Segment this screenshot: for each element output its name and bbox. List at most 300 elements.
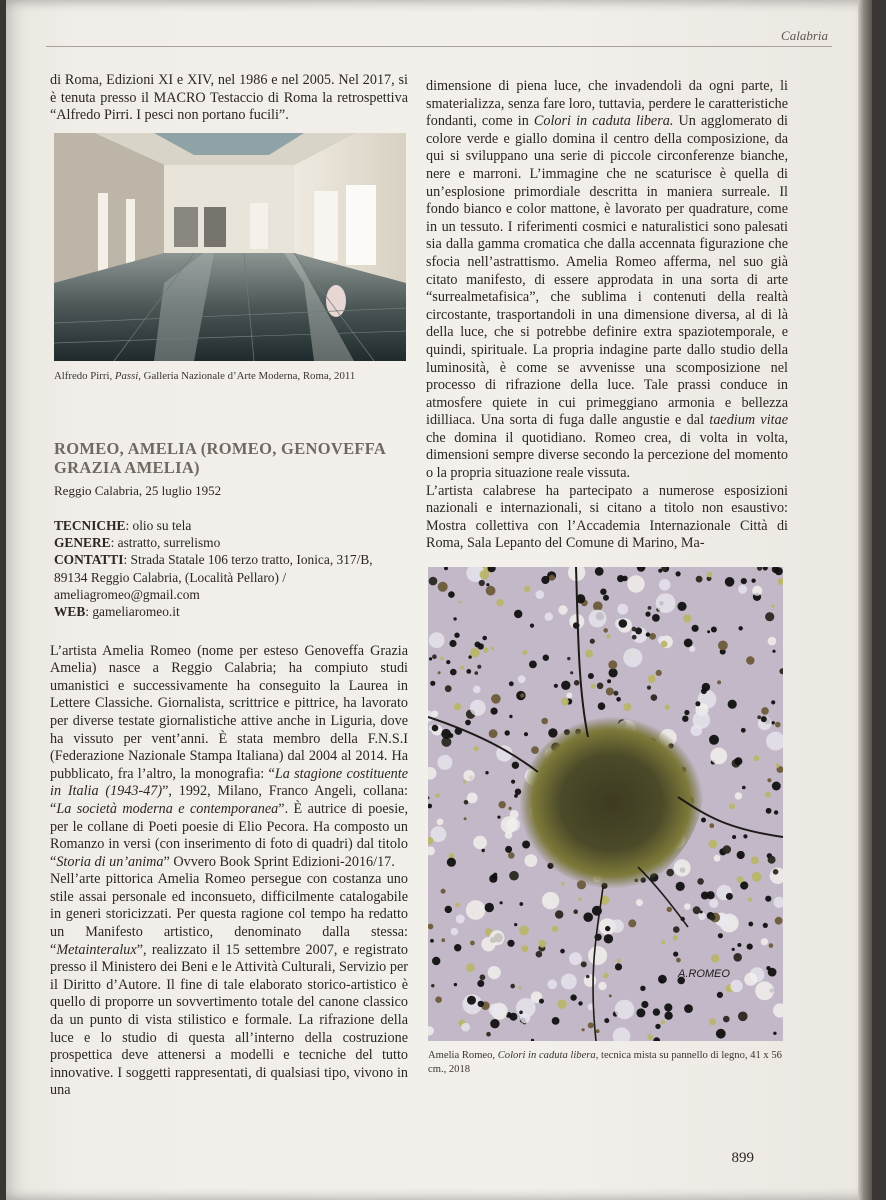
painting-dot: [449, 640, 456, 647]
painting-dot: [477, 665, 481, 669]
bio-text: ”. È autrice di poesie, per le collane di Poeti poesie di Elio Pecora. Ha composto un Romanzo in versi (con inserimento di foto di quadri) dal titolo “: [50, 800, 408, 870]
painting-dot: [470, 648, 480, 658]
book-page: [6, 0, 872, 1200]
analysis-text: che domina il quotidiano. Romeo crea, di volta in volta, dimensioni sempre diverse secondo la percezione del momento o la propria situazione reale vissuta.: [426, 429, 788, 482]
painting-dot: [733, 953, 742, 962]
painting-dot: [570, 994, 576, 1000]
painting-dot: [636, 1008, 645, 1017]
painting-dot: [578, 1001, 582, 1005]
painting-dot: [491, 694, 501, 704]
painting-dot: [432, 957, 440, 965]
painting-dot: [737, 876, 744, 883]
painting-dot: [682, 716, 688, 722]
painting-dot: [726, 893, 733, 900]
painting-dot: [768, 637, 777, 646]
painting-dot: [709, 823, 714, 828]
painting-dot: [441, 729, 451, 739]
painting-dot: [603, 973, 608, 978]
painting-dot: [605, 926, 610, 931]
bio-text: ”, 1992, Milano, Franco Angeli, collana: “: [50, 783, 408, 817]
painting-dot: [761, 707, 769, 715]
painting-dot: [645, 612, 650, 617]
painting-dot: [766, 966, 770, 970]
painting-dot: [729, 803, 735, 809]
painting-dot: [746, 656, 754, 664]
painting-dot: [435, 793, 439, 797]
painting-dot: [445, 685, 452, 692]
painting-dot: [649, 633, 656, 640]
analysis-italic: taedium vitae: [709, 412, 789, 429]
fact-tecniche-value: : olio su tela: [125, 517, 192, 533]
page-number: 899: [731, 1150, 754, 1166]
painting-dot: [730, 980, 742, 992]
entry-facts: [54, 517, 408, 621]
painting-dot: [520, 1013, 530, 1023]
painting-dot: [748, 922, 753, 927]
painting-dot: [581, 961, 587, 967]
painting-dot: [661, 1020, 665, 1024]
bio-italic: Metainteralux: [56, 941, 137, 958]
painting-dot: [773, 1032, 776, 1035]
painting-dot: [765, 896, 771, 902]
painting-dot: [732, 835, 736, 839]
painting-dot: [674, 859, 691, 876]
painting-caption-author: Amelia Romeo,: [428, 1050, 498, 1062]
analysis-italic: Colori in caduta libera.: [533, 113, 674, 130]
painting-dot: [510, 984, 515, 989]
painting-dot: [752, 586, 762, 596]
painting-dot: [606, 688, 614, 696]
painting-dot: [593, 601, 603, 611]
painting-dot: [734, 757, 742, 765]
painting-dot: [429, 632, 445, 648]
painting-dot: [723, 1016, 730, 1023]
gallery-photo-drawing: [54, 133, 406, 361]
painting-dot: [473, 836, 487, 850]
painting-dot: [557, 1000, 566, 1009]
painting-dot: [665, 705, 670, 710]
painting-dot: [464, 817, 467, 820]
painting-dot: [769, 943, 774, 948]
entry-place-date: Reggio Calabria, 25 luglio 1952: [54, 482, 222, 498]
painting-dot: [463, 780, 466, 783]
painting-dot: [708, 840, 717, 849]
painting-image: [428, 567, 783, 1041]
painting-dot: [609, 994, 612, 997]
fact-genere-label: GENERE: [54, 535, 111, 551]
painting-dot: [775, 917, 783, 925]
painting-dot: [446, 660, 450, 664]
painting-dot: [437, 755, 452, 770]
painting-dot: [583, 912, 593, 922]
painting-dot: [584, 974, 597, 987]
painting-dot: [717, 992, 723, 998]
painting-dot: [683, 614, 691, 622]
painting-dot: [609, 668, 618, 677]
painting-dot: [574, 680, 580, 686]
painting-dot: [466, 963, 475, 972]
painting-dot: [765, 612, 774, 621]
painting-dot: [752, 872, 762, 882]
painting-dot: [483, 647, 489, 653]
painting-dot: [539, 940, 547, 948]
painting-dot: [490, 1019, 499, 1028]
painting-dot: [761, 716, 767, 722]
painting-dot: [561, 882, 564, 885]
photo-caption: [54, 369, 408, 383]
painting-dot: [603, 628, 608, 633]
painting-dot: [732, 948, 735, 951]
painting-dot: [525, 854, 538, 867]
painting-dot: [632, 627, 637, 632]
painting-dot: [710, 748, 727, 765]
fact-genere: [54, 534, 408, 551]
painting-dot: [596, 1029, 600, 1033]
photo-caption-author: Alfredo Pirri,: [54, 369, 115, 382]
painting-dot: [519, 986, 522, 989]
painting-dot: [775, 722, 781, 728]
painting-dot: [468, 655, 471, 658]
intro-paragraph: di Roma, Edizioni XI e XIV, nel 1986 e nel 2005. Nel 2017, si è tenuta presso il MACRO Testaccio di Roma la retrospettiva “Alfredo Pirri. I pesci non portano fucili”.: [50, 72, 408, 124]
painting-dot: [628, 919, 636, 927]
gallery-photo: [54, 133, 406, 361]
painting-dot: [765, 792, 771, 798]
painting-dot: [522, 841, 530, 849]
painting-dot: [738, 585, 747, 594]
fact-genere-value: : astratto, surrelismo: [110, 535, 221, 551]
painting-dot: [535, 590, 544, 599]
painting-dot: [441, 938, 445, 942]
painting-dot: [441, 889, 446, 894]
painting-dot: [716, 1029, 726, 1039]
painting-dot: [435, 996, 442, 1003]
painting-dot: [467, 793, 478, 804]
painting-dot: [465, 720, 471, 726]
painting-dot: [561, 698, 569, 706]
painting-dot: [488, 966, 501, 979]
painting-dot: [509, 807, 512, 810]
painting-dot: [768, 856, 776, 864]
painting-dot: [519, 1011, 523, 1015]
painting-dot: [627, 575, 644, 592]
painting-dot: [437, 819, 444, 826]
painting-dot: [519, 926, 529, 936]
painting-dot: [489, 1003, 501, 1015]
fact-web-label: WEB: [54, 604, 86, 620]
painting-dot: [775, 567, 783, 575]
painting-dot: [454, 703, 461, 710]
painting-dot: [677, 602, 686, 611]
painting-dot: [491, 874, 497, 880]
painting-dot: [763, 923, 768, 928]
painting-dot: [514, 610, 522, 618]
painting-dot: [486, 1032, 491, 1037]
right-column: [426, 78, 788, 1076]
painting-dot: [692, 625, 699, 632]
painting-dot: [597, 683, 604, 690]
painting-dot: [623, 703, 631, 711]
painting-dot: [499, 801, 506, 808]
painting-dot: [456, 915, 465, 924]
painting-dot: [707, 630, 710, 633]
painting-dot: [684, 903, 691, 910]
painting-dot: [661, 940, 665, 944]
painting-dot: [723, 845, 732, 854]
analysis-text: Un agglomerato di colore verde e giallo domina il centro della composizione, da qui si sviluppano una serie di piccole circonferenze bianche, nere e marroni. L’immagine che ne scaturisce è quella di un’esplosione primordiale descritta in maniera surreale. Il fondo bianco e color mattone, è lavorato per quadrature, come in un tessuto. I riferimenti cosmici e naturalistici sono palesati sia dalla gamma cromatica che dalla accennata figurazione che sfocia nell’astrattismo. Amelia Romeo afferma, nel suo già citato manifesto, di essere approdata in una sorta di arte “surrealmetafisica”, che sublima i contenuti della realtà circostante, trasportandoli in una dimensione diversa, al di là della luce, che si potrebbe definire extra spaziotemporale, e quindi, spirituale. La propria indagine parte dallo studio della luminosità, è come se avvenisse una scomposizione nel processo di rifrazione della luce. Tale prassi conduce in atmosfere quiete in cui primeggiano armonia e bellezza idilliaca. Una sorta di fuga dalle angustie e dal: [426, 113, 788, 429]
painting-dot: [524, 732, 528, 736]
painting-dot: [522, 650, 527, 655]
painting-dot: [552, 1017, 560, 1025]
analysis-text: dimensione di piena luce, che invadendoli da ogni parte, li smaterializza, senza fare loro, tuttavia, perdere le caratteristiche fondanti, come in: [426, 78, 788, 130]
painting-dot: [466, 669, 471, 674]
painting-dot: [561, 681, 570, 690]
painting-dot: [673, 926, 680, 933]
fact-contatti: [54, 551, 408, 603]
painting-dot: [475, 671, 479, 675]
painting-dot: [451, 928, 459, 936]
painting-dot: [486, 586, 496, 596]
painting-dot: [505, 846, 512, 853]
painting-dot: [701, 688, 707, 694]
painting-dot: [647, 686, 651, 690]
painting-dot: [569, 952, 582, 965]
painting-dot: [585, 650, 593, 658]
painting-dot: [656, 670, 662, 676]
exhibitions-paragraph: L’artista calabrese ha partecipato a numerose esposizioni nazionali e internazionali, si citano a titolo non esaustivo: Mostra collettiva con l’Accademia Internazionale Città di Roma, Sala Lepanto del Comune di Marino, Ma-: [426, 482, 788, 552]
painting-dot: [753, 755, 759, 761]
painting-dot: [438, 671, 441, 674]
painting-dot: [603, 595, 609, 601]
painting-dot: [514, 794, 518, 798]
painting-dot: [555, 910, 563, 918]
painting-dot: [490, 930, 505, 945]
painting-dot: [578, 897, 582, 901]
painting-dot: [467, 996, 476, 1005]
painting-dot: [766, 808, 772, 814]
painting-dot: [735, 792, 742, 799]
painting-dot: [606, 634, 610, 638]
painting-dot: [529, 661, 537, 669]
painting-dot: [497, 816, 500, 819]
painting-dot: [623, 648, 642, 667]
painting-caption: [428, 1049, 788, 1076]
painting-dot: [711, 627, 717, 633]
painting-caption-title: Colori in caduta libera: [497, 1050, 596, 1062]
painting-dot: [536, 951, 543, 958]
painting-dot: [482, 849, 485, 852]
painting-dot: [509, 871, 519, 881]
painting-dot: [543, 655, 549, 661]
painting-dot: [496, 599, 503, 606]
painting-dot: [521, 945, 528, 952]
painting-dot: [549, 575, 555, 581]
painting-dot: [542, 892, 559, 909]
painting-dot: [570, 671, 573, 674]
painting-dot: [518, 675, 526, 683]
painting-dot: [473, 686, 481, 694]
painting-dot: [461, 1023, 470, 1032]
painting-dot: [615, 1000, 635, 1020]
painting-dot: [655, 1024, 660, 1029]
painting-dot: [501, 816, 518, 833]
painting-dot: [659, 579, 671, 591]
painting-dot: [709, 899, 718, 908]
painting-dot: [717, 680, 721, 684]
painting-dot: [664, 1003, 672, 1011]
painting-dot: [520, 693, 524, 697]
painting-dot: [509, 715, 512, 718]
fact-tecniche-label: TECNICHE: [54, 517, 126, 533]
painting-dot: [600, 589, 606, 595]
painting-dot: [615, 963, 622, 970]
painting-dot: [648, 606, 652, 610]
painting-dot: [474, 746, 479, 751]
painting-dot: [714, 855, 721, 862]
painting-dot: [598, 702, 606, 710]
painting-dot: [641, 1001, 648, 1008]
painting-dot: [552, 926, 558, 932]
painting-dot: [751, 857, 759, 865]
painting-dot: [728, 700, 737, 709]
painting-dot: [684, 710, 689, 715]
painting-dot: [486, 583, 489, 586]
painting-dot: [470, 700, 486, 716]
painting-dot: [689, 646, 695, 652]
fact-web-value: : gameliaromeo.it: [85, 604, 180, 620]
fact-contatti-value: : Strada Statale 106 terzo tratto, Ionica, 317/B, 89134 Reggio Calabria, (Località Pellaro) / ameliagromeo@gmail.com: [54, 552, 373, 602]
fact-contatti-label: CONTATTI: [54, 552, 124, 568]
painting-dot: [591, 684, 596, 689]
painting-dot: [539, 999, 544, 1004]
painting-dot: [454, 633, 459, 638]
painting-dot: [742, 786, 746, 790]
painting-dot: [485, 903, 494, 912]
painting-dot: [548, 980, 558, 990]
painting-dot: [711, 954, 719, 962]
painting-dot: [667, 907, 672, 912]
page-edge: [858, 0, 872, 1200]
painting-dot: [515, 789, 521, 795]
painting-dot: [508, 852, 515, 859]
painting-dot: [772, 605, 775, 608]
painting-dot: [693, 906, 701, 914]
painting-dot: [695, 701, 700, 706]
painting-dot: [447, 858, 456, 867]
painting-dot: [448, 591, 455, 598]
painting-dot: [429, 577, 438, 586]
painting-dot: [611, 919, 624, 932]
painting-dot: [459, 601, 462, 604]
painting-dot: [482, 636, 487, 641]
painting-dot: [561, 974, 577, 990]
painting-dot: [676, 882, 685, 891]
painting-dot: [519, 902, 523, 906]
painting-dot: [647, 1034, 653, 1040]
painting-drawing: [428, 567, 783, 1041]
header-rule: [46, 46, 832, 47]
painting-dot: [684, 1004, 693, 1013]
painting-dot: [707, 891, 715, 899]
analysis-paragraph: [426, 78, 788, 483]
painting-dot: [661, 641, 668, 648]
left-column: [50, 72, 408, 1100]
painting-dot: [751, 579, 755, 583]
painting-dot: [541, 718, 548, 725]
painting-dot: [588, 1022, 594, 1028]
painting-dot: [604, 1018, 609, 1023]
painting-dot: [772, 650, 775, 653]
painting-dot: [440, 657, 443, 660]
painting-dot: [748, 897, 752, 901]
painting-dot: [707, 572, 713, 578]
painting-dot: [485, 771, 488, 774]
painting-dot: [582, 1028, 585, 1031]
bio-text: ” Ovvero Book Sprint Edizioni-2016/17.: [163, 853, 395, 870]
painting-dot: [743, 834, 747, 838]
painting-dot: [741, 728, 746, 733]
painting-dot: [491, 708, 498, 715]
painting-dot: [480, 974, 486, 980]
painting-signature: A.ROMEO: [678, 968, 730, 981]
bio-italic: Storia di un’anima: [56, 853, 164, 870]
painting-dot: [737, 851, 745, 859]
biography-paragraph-2: [50, 871, 408, 1100]
painting-dot: [589, 610, 607, 628]
painting-dot: [652, 614, 660, 622]
painting-dot: [429, 657, 432, 660]
painting-dot: [608, 660, 617, 669]
painting-dot: [709, 915, 715, 921]
painting-dot: [604, 934, 613, 943]
painting-dot: [560, 949, 565, 954]
painting-dot: [632, 635, 637, 640]
painting-dot: [489, 729, 498, 738]
fact-tecniche: [54, 517, 408, 534]
painting-dot: [651, 694, 658, 701]
painting-dot: [491, 646, 494, 649]
painting-dot: [567, 657, 570, 660]
painting-dot: [531, 746, 539, 754]
painting-dot: [709, 1018, 716, 1025]
painting-dot: [554, 684, 558, 688]
painting-dot: [450, 669, 457, 676]
entry-title: ROMEO, AMELIA (ROMEO, GENOVEFFA GRAZIA AMELIA): [54, 438, 386, 477]
painting-dot: [478, 1001, 484, 1007]
painting-dot: [718, 933, 723, 938]
painting-dot: [656, 593, 676, 613]
painting-dot: [776, 763, 780, 767]
painting-dot: [747, 944, 753, 950]
painting-dot: [650, 675, 655, 680]
painting-dot: [430, 681, 435, 686]
painting-dot: [773, 869, 779, 875]
painting-dot: [507, 940, 514, 947]
painting-dot: [595, 567, 604, 576]
painting-dot: [701, 818, 706, 823]
painting-dot: [430, 939, 434, 943]
painting-dot: [470, 941, 475, 946]
bio-text: Nell’arte pittorica Amelia Romeo persegue con costanza uno stile assai personale ed inconsueto, difficilmente catalogabile in generi storicizzati. Per questa ragione col tempo ha redatto un Manifesto artistico, denominato dalla stessa: “: [50, 871, 408, 958]
painting-dot: [676, 571, 681, 576]
painting-dot: [636, 899, 643, 906]
painting-dot: [512, 762, 519, 769]
painting-dot: [698, 912, 706, 920]
painting-dot: [530, 624, 534, 628]
painting-dot: [438, 582, 448, 592]
painting-dot: [588, 946, 607, 965]
painting-dot: [558, 605, 567, 614]
painting-dot: [431, 984, 434, 987]
